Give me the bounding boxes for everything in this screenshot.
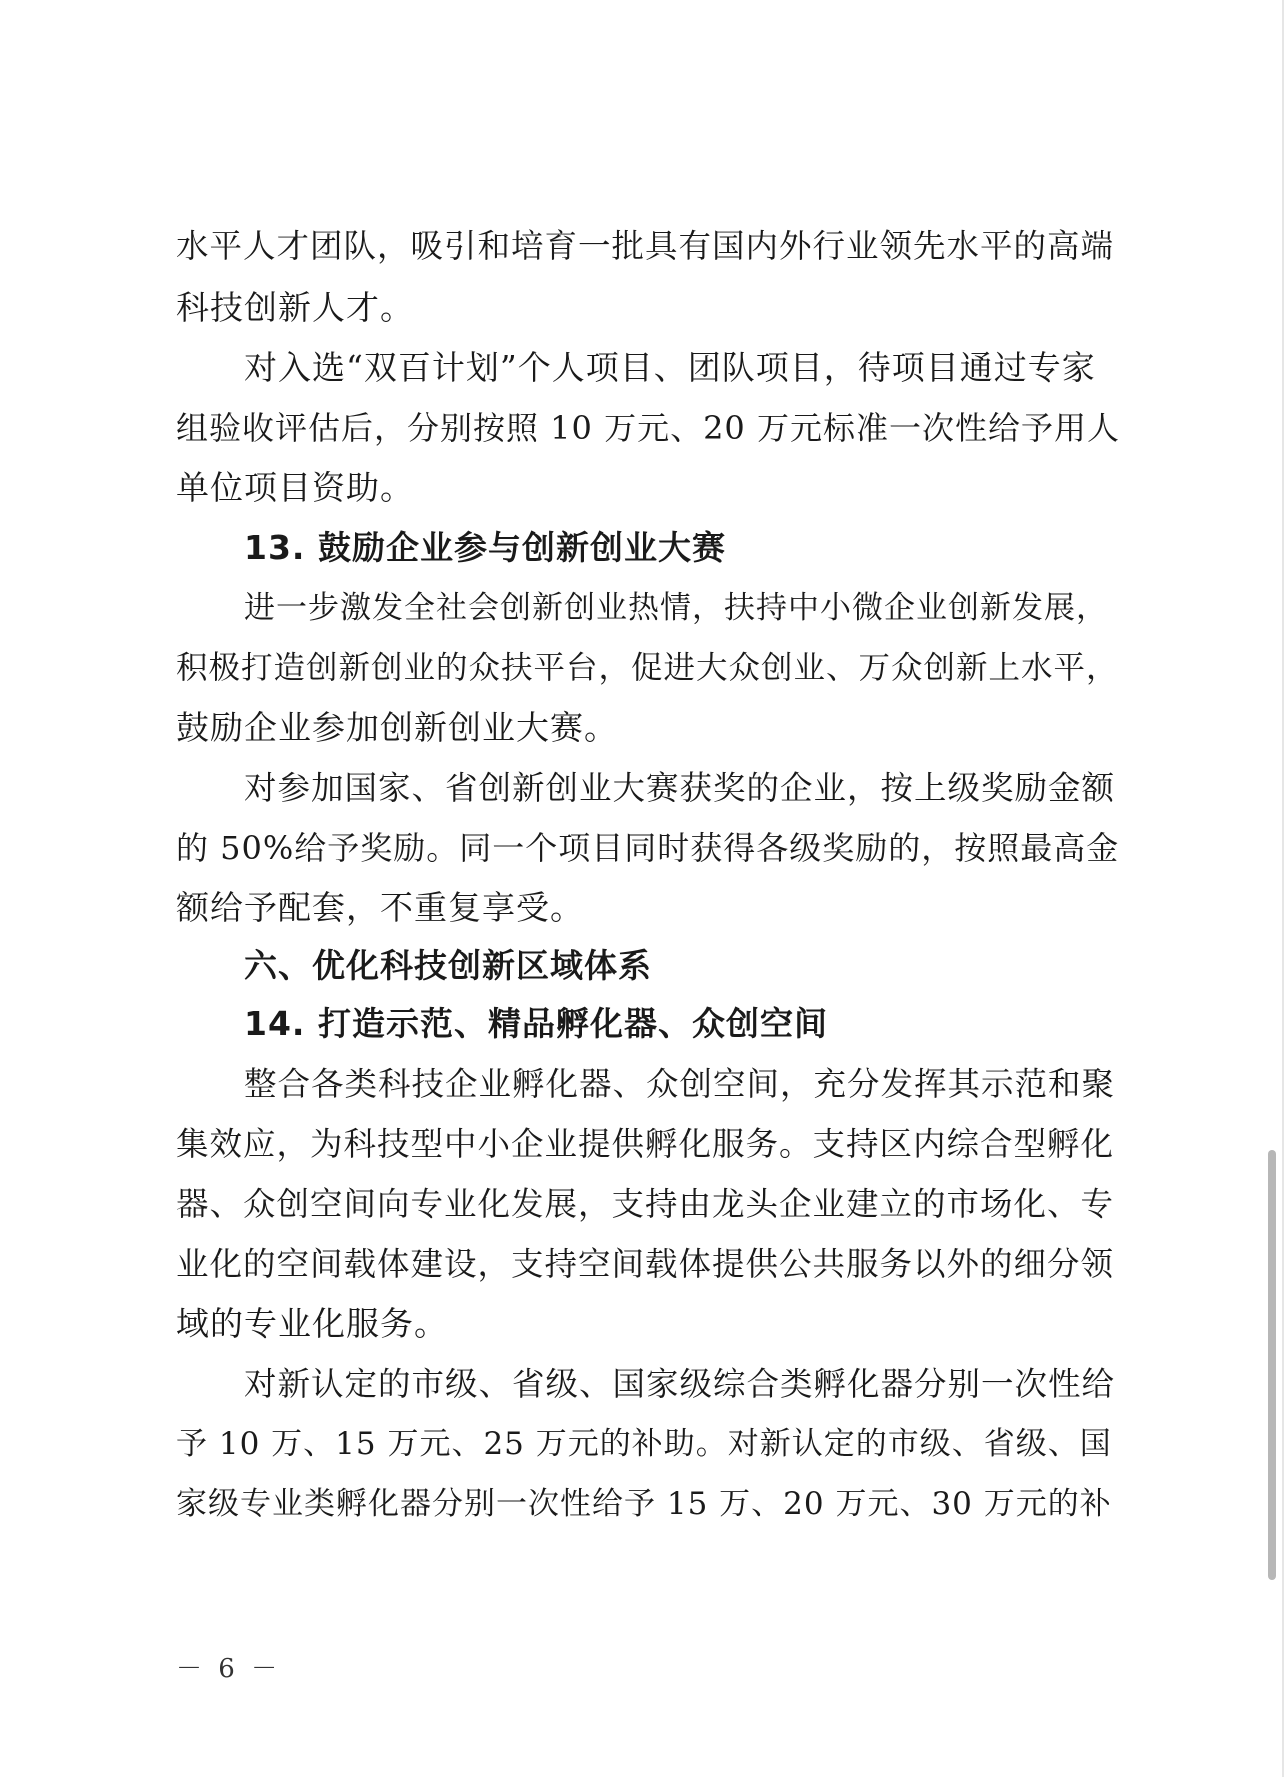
text-line: 整合各类科技企业孵化器、众创空间，充分发挥其示范和聚: [244, 1065, 1116, 1103]
text-line: 集效应，为科技型中小企业提供孵化服务。支持区内综合型孵化: [176, 1125, 1115, 1163]
text-line: 器、众创空间向专业化发展，支持由龙头企业建立的市场化、专: [176, 1185, 1115, 1223]
text-line: 水平人才团队，吸引和培育一批具有国内外行业领先水平的高端: [176, 227, 1115, 265]
text-line: 业化的空间载体建设，支持空间载体提供公共服务以外的细分领: [176, 1245, 1115, 1283]
text-line: 科技创新人才。: [176, 288, 414, 327]
text-line: 家级专业类孵化器分别一次性给予 15 万、20 万元、30 万元的补: [176, 1486, 1112, 1522]
text-line: 对新认定的市级、省级、国家级综合类孵化器分别一次性给: [244, 1365, 1116, 1403]
scrollbar-thumb[interactable]: [1268, 1150, 1276, 1580]
text-line: 鼓励企业参加创新创业大赛。: [176, 708, 618, 747]
section-heading: 14. 打造示范、精品孵化器、众创空间: [244, 1004, 828, 1043]
page-number: － 6 －: [176, 1654, 282, 1684]
text-line: 额给予配套，不重复享受。: [176, 888, 584, 927]
text-line: 进一步激发全社会创新创业热情，扶持中小微企业创新发展，: [244, 590, 1108, 626]
text-line: 域的专业化服务。: [176, 1304, 448, 1343]
section-heading: 13. 鼓励企业参与创新创业大赛: [244, 528, 726, 567]
text-line: 单位项目资助。: [176, 468, 414, 507]
text-line: 组验收评估后，分别按照 10 万元、20 万元标准一次性给予用人: [176, 409, 1120, 447]
text-line: 的 50%给予奖励。同一个项目同时获得各级奖励的，按照最高金: [176, 829, 1120, 867]
text-line: 对入选“双百计划”个人项目、团队项目，待项目通过专家: [244, 348, 1096, 387]
text-line: 对参加国家、省创新创业大赛获奖的企业，按上级奖励金额: [244, 769, 1116, 807]
chapter-heading: 六、优化科技创新区域体系: [244, 946, 652, 985]
text-line: 积极打造创新创业的众扶平台，促进大众创业、万众创新上水平，: [176, 650, 1119, 686]
text-line: 予 10 万、15 万元、25 万元的补助。对新认定的市级、省级、国: [176, 1426, 1112, 1462]
